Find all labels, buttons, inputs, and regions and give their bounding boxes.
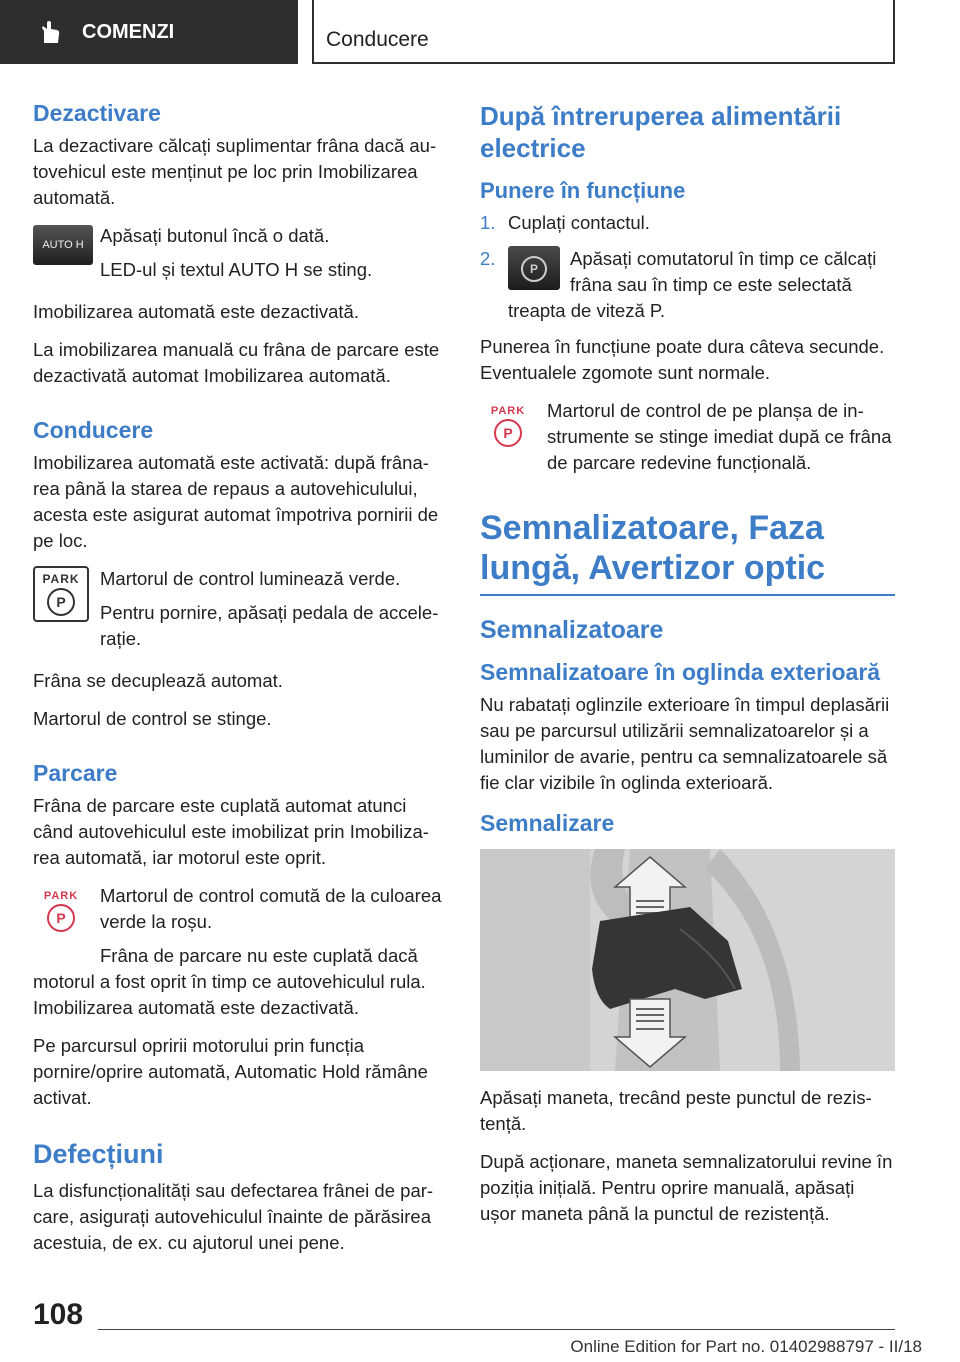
paragraph: Frâna de parcare este cuplată automat atunci când autovehiculul este imobilizat prin Imobilizarea automată, iar motorul este oprit. (33, 795, 429, 868)
paragraph: Apăsați maneta, trecând peste punctul de rezistență. (480, 1087, 872, 1134)
paragraph: Apăsați butonul încă o dată. (100, 225, 330, 246)
edition-note: Online Edition for Part no. 01402988797 - II/18 (570, 1337, 922, 1356)
paragraph: Martorul de control luminează verde. (100, 568, 401, 589)
paragraph: Pe parcursul opririi motorului prin funcția pornire/oprire automată, Automatic Hold rămâne activat. (33, 1035, 428, 1108)
icon-note (33, 566, 448, 660)
heading-rule (480, 594, 895, 596)
icon-note (33, 223, 448, 291)
paragraph: La dezactivare călcați suplimentar frâna dacă autovehicul este menținut pe loc prin Imobilizarea automată. (33, 135, 437, 208)
parking-brake-switch-icon: P (508, 246, 560, 290)
auto-h-button-icon: AUTO H (33, 225, 93, 265)
heading-punere: Punere în funcțiune (480, 178, 686, 203)
heading-alimentare: După întreruperea alimentării electrice (480, 101, 842, 163)
paragraph: Imobilizarea automată este activată: după frânarea până la starea de repaus a autovehiculului, acesta este asigurat automat împotriva pornirii de pe loc. (33, 452, 439, 551)
header-divider (312, 0, 314, 64)
main-heading: Semnalizatoare, Faza lungă, Avertizor optic (480, 509, 826, 587)
heading-defectiuni: Defecțiuni (33, 1139, 164, 1169)
section-title: Conducere (326, 28, 429, 51)
icon-note (33, 883, 448, 943)
paragraph: Nu rabatați oglinzile exterioare în timpul deplasării sau pe parcursul utilizării semnalizatoarelor și a luminilor de avarie, pentru ca semnalizatoarele să fie clar vizibile în oglinda exterioară. (480, 694, 890, 793)
turn-signal-lever-illustration (480, 849, 895, 1071)
paragraph: Punerea în funcțiune poate dura câteva secunde. Eventualele zgomote sunt normale. (480, 336, 885, 383)
list-item: 2. P Apăsați comutatorul în timp ce călcați frâna sau în timp ce este selectată treapta de viteză P. (480, 248, 877, 321)
left-column (33, 100, 448, 1268)
paragraph: La disfuncționalități sau defectarea frânei de parcare, asigurați autovehiculul înainte de părăsirea acestuia, de ex. cu ajutorul unei pene. (33, 1180, 434, 1253)
park-indicator-icon: PARK P (33, 566, 89, 622)
icon-note (480, 398, 895, 484)
chapter-tab[interactable] (0, 0, 298, 64)
paragraph: La imobilizarea manuală cu frâna de parcare este dezactivată automat Imobilizarea automată. (33, 339, 440, 386)
list-item: 1. Cuplați contactul. (480, 212, 650, 233)
heading-dezactivare: Dezactivare (33, 100, 161, 126)
header-divider-right (893, 0, 895, 64)
header-underline (312, 62, 895, 64)
right-column (480, 100, 895, 1239)
steps-list (480, 210, 895, 324)
heading-semnalizare: Semnalizare (480, 810, 615, 836)
paragraph: Martorul de control se stinge. (33, 708, 272, 729)
paragraph: Frâna de parcare nu este cuplată dacă motorul a fost oprit în timp ce autovehiculul rula. Imobilizarea automată este dezactivată. (33, 945, 426, 1018)
pointing-hand-icon (38, 19, 64, 45)
park-red-indicator-icon: PARK P (33, 883, 89, 939)
paragraph: LED-ul și textul AUTO H se sting. (100, 259, 373, 280)
heading-oglinda: Semnalizatoare în oglinda exterioară (480, 659, 881, 685)
park-red-indicator-icon: PARK P (480, 398, 536, 454)
heading-parcare: Parcare (33, 760, 118, 786)
paragraph: Pentru pornire, apăsați pedala de accelerație. (100, 602, 439, 649)
paragraph: După acționare, maneta semnalizatorului revine în poziția inițială. Pentru oprire manuală, apăsați ușor maneta până la punctul de rezistență. (480, 1151, 893, 1224)
footer-rule (98, 1329, 895, 1330)
paragraph: Imobilizarea automată este dezactivată. (33, 301, 359, 322)
paragraph: Martorul de control comută de la culoarea verde la roșu. (100, 885, 442, 932)
chapter-tab-label: COMENZI (82, 20, 175, 43)
heading-semnalizatoare: Semnalizatoare (480, 616, 664, 644)
paragraph: Frâna se decuplează automat. (33, 670, 283, 691)
page-number: 108 (33, 1298, 84, 1331)
paragraph: Martorul de control de pe planșa de instrumente se stinge imediat după ce frâna de parcare redevine funcțională. (547, 400, 892, 473)
heading-conducere: Conducere (33, 417, 154, 443)
